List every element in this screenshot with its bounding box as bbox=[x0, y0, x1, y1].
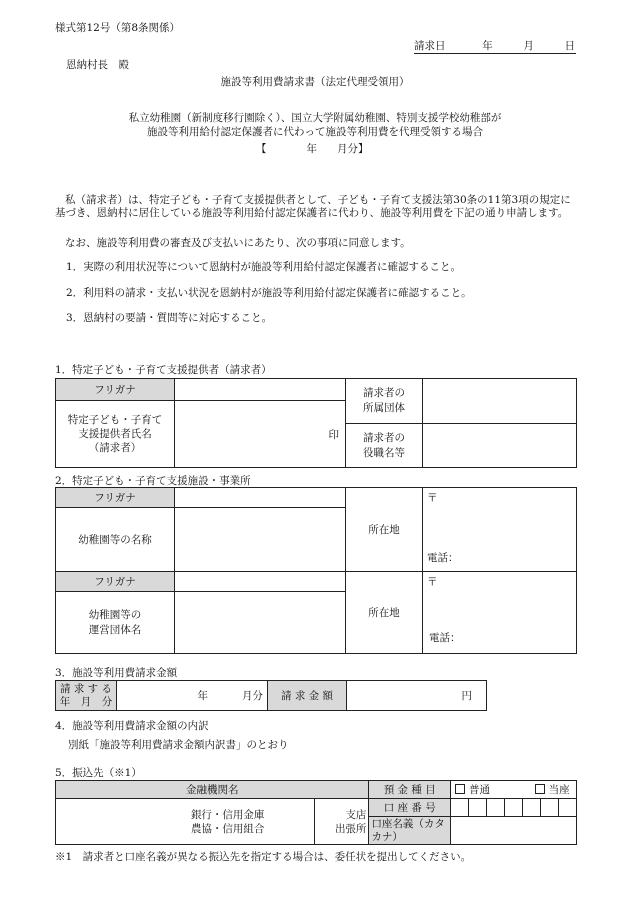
provider-name-field[interactable] bbox=[175, 401, 346, 468]
consent-item: 3．恩納村の要請・質問等に対応すること。 bbox=[66, 312, 273, 324]
breakdown-note: 別紙「施設等利用費請求金額内訳書」のとおり bbox=[68, 739, 289, 751]
subtitle-line-1: 私立幼稚園（新制度移行園除く）、国立大学附属幼稚園、特別支援学校幼稚部が bbox=[128, 112, 502, 124]
account-name-line: カナ） bbox=[371, 830, 403, 843]
ym-month: 月分 bbox=[242, 690, 263, 702]
checkbox-icon[interactable] bbox=[535, 784, 545, 794]
subtitle-line-2: 施設等利用給付認定保護者に代わって施設等利用費を代理受領する場合 bbox=[147, 126, 483, 138]
org-label-line: 所属団体 bbox=[363, 402, 405, 414]
amount-field[interactable] bbox=[347, 681, 487, 711]
date-label: 請求日 bbox=[414, 40, 446, 52]
account-digit[interactable] bbox=[558, 799, 576, 817]
facility-address-label: 所在地 bbox=[346, 488, 423, 572]
org-label-line: 請求者の bbox=[363, 387, 405, 399]
operator-name-field[interactable] bbox=[175, 592, 346, 654]
bank-name-label: 金融機関名 bbox=[56, 781, 369, 799]
account-number-label: 口 座 番 号 bbox=[369, 799, 451, 817]
account-name-line: 口座名義（カタ bbox=[371, 817, 445, 830]
postal-mark: 〒 bbox=[427, 492, 438, 504]
bank-kind-line: 銀行・信用金庫 bbox=[190, 808, 265, 821]
operator-label-line: 運営団体名 bbox=[88, 623, 142, 636]
facility-furigana-field[interactable] bbox=[175, 488, 346, 508]
normal-label: 普通 bbox=[468, 784, 490, 796]
provider-furigana-field[interactable] bbox=[175, 379, 346, 401]
section1-heading: 1．特定子ども・子育て支援提供者（請求者） bbox=[55, 364, 272, 376]
period-month: 月分】 bbox=[337, 143, 369, 155]
bank-name-field[interactable] bbox=[56, 799, 315, 845]
operator-furigana-field[interactable] bbox=[175, 572, 346, 592]
account-digit[interactable] bbox=[504, 799, 522, 817]
branch-line: 出張所 bbox=[334, 822, 367, 835]
checkbox-icon[interactable] bbox=[455, 784, 465, 794]
phone-label: 電話： bbox=[427, 552, 459, 564]
form-number: 様式第12号（第8条関係） bbox=[55, 22, 181, 34]
provider-furigana-label: フリガナ bbox=[56, 379, 175, 401]
facility-furigana-label: フリガナ bbox=[56, 488, 175, 508]
date-year: 年 bbox=[482, 40, 493, 52]
operator-address-label: 所在地 bbox=[346, 572, 423, 654]
facility-name-field[interactable] bbox=[175, 508, 346, 572]
operator-address-field[interactable] bbox=[423, 572, 577, 654]
ym-year: 年 bbox=[197, 690, 208, 702]
operator-furigana-label: フリガナ bbox=[56, 572, 175, 592]
account-type-normal[interactable] bbox=[455, 784, 490, 796]
section4-heading: 4．施設等利用費請求金額の内訳 bbox=[55, 720, 209, 732]
postal-mark: 〒 bbox=[427, 576, 438, 588]
page-title: 施設等利用費請求書（法定代理受領用） bbox=[220, 76, 410, 88]
account-type-options bbox=[450, 781, 576, 799]
requester-org-field[interactable] bbox=[423, 379, 577, 424]
date-day: 日 bbox=[564, 40, 576, 52]
amount-table bbox=[55, 680, 487, 711]
bank-table bbox=[55, 780, 577, 845]
section3-heading: 3．施設等利用費請求金額 bbox=[55, 667, 178, 679]
requester-title-label bbox=[346, 424, 423, 468]
branch-line: 支店 bbox=[345, 808, 367, 821]
account-digit[interactable] bbox=[522, 799, 540, 817]
section2-heading: 2．特定子ども・子育て支援施設・事業所 bbox=[55, 475, 251, 487]
period-open: 【 bbox=[256, 143, 267, 155]
consent-item: 1．実際の利用状況等について恩納村が施設等利用給付認定保護者に確認すること。 bbox=[66, 261, 461, 273]
request-date bbox=[414, 38, 576, 54]
ym-label-line: 年 月 分 bbox=[59, 695, 113, 708]
facility-address-field[interactable] bbox=[423, 488, 577, 572]
account-digit[interactable] bbox=[540, 799, 558, 817]
billing-ym-label bbox=[56, 681, 117, 711]
consent-paragraph: なお、施設等利用費の審査及び支払いにあたり、次の事項に同意します。 bbox=[65, 237, 411, 249]
bank-kind-line: 農協・信用組合 bbox=[190, 822, 265, 835]
seal-mark: 印 bbox=[328, 428, 339, 441]
provider-table bbox=[55, 378, 577, 468]
facility-name-label: 幼稚園等の名称 bbox=[56, 508, 175, 572]
title-label-line: 役職名等 bbox=[363, 446, 405, 459]
ym-label-line: 請 求 す る bbox=[59, 682, 112, 695]
account-type-label: 預 金 種 目 bbox=[369, 781, 451, 799]
current-label: 当座 bbox=[548, 784, 570, 796]
branch-field[interactable] bbox=[315, 799, 369, 845]
account-type-current[interactable] bbox=[535, 784, 570, 796]
operator-label-line: 幼稚園等の bbox=[88, 608, 142, 621]
addressee: 恩納村長 殿 bbox=[66, 59, 129, 71]
name-label-line: （請求者） bbox=[88, 442, 142, 454]
operator-name-label bbox=[56, 592, 175, 654]
name-label-line: 特定子ども・子育て bbox=[67, 414, 163, 426]
account-digit[interactable] bbox=[468, 799, 486, 817]
footnote: ※1 請求者と口座名義が異なる振込先を指定する場合は、委任状を提出してください。 bbox=[55, 851, 472, 863]
account-digit[interactable] bbox=[450, 799, 468, 817]
period-year: 年 bbox=[306, 143, 317, 155]
requester-org-label bbox=[346, 379, 423, 424]
account-digit[interactable] bbox=[486, 799, 504, 817]
phone-label: 電話： bbox=[429, 632, 461, 644]
facility-table bbox=[55, 487, 577, 654]
date-month: 月 bbox=[523, 40, 534, 52]
account-name-label bbox=[369, 817, 451, 845]
consent-item: 2．利用料の請求・支払い状況を恩納村が施設等利用給付認定保護者に確認すること。 bbox=[66, 287, 472, 299]
provider-name-label bbox=[56, 401, 175, 468]
name-label-line: 支援提供者氏名 bbox=[78, 428, 152, 440]
title-label-line: 請求者の bbox=[363, 431, 405, 444]
requester-title-field[interactable] bbox=[423, 424, 577, 468]
intro-paragraph: 私（請求者）は、特定子ども・子育て支援提供者として、子ども・子育て支援法第30条の11第3項の規定に基づき、恩納村に居住している施設等利用給付認定保護者に代わり、施設等利用費を下記の通り申請します。 bbox=[55, 194, 571, 219]
account-name-field[interactable] bbox=[450, 817, 576, 845]
amount-label: 請 求 金 額 bbox=[268, 681, 347, 711]
yen-unit: 円 bbox=[461, 690, 472, 702]
billing-period bbox=[256, 141, 369, 156]
section5-heading: 5．振込先（※1） bbox=[55, 767, 142, 779]
billing-ym-field[interactable] bbox=[117, 681, 268, 711]
